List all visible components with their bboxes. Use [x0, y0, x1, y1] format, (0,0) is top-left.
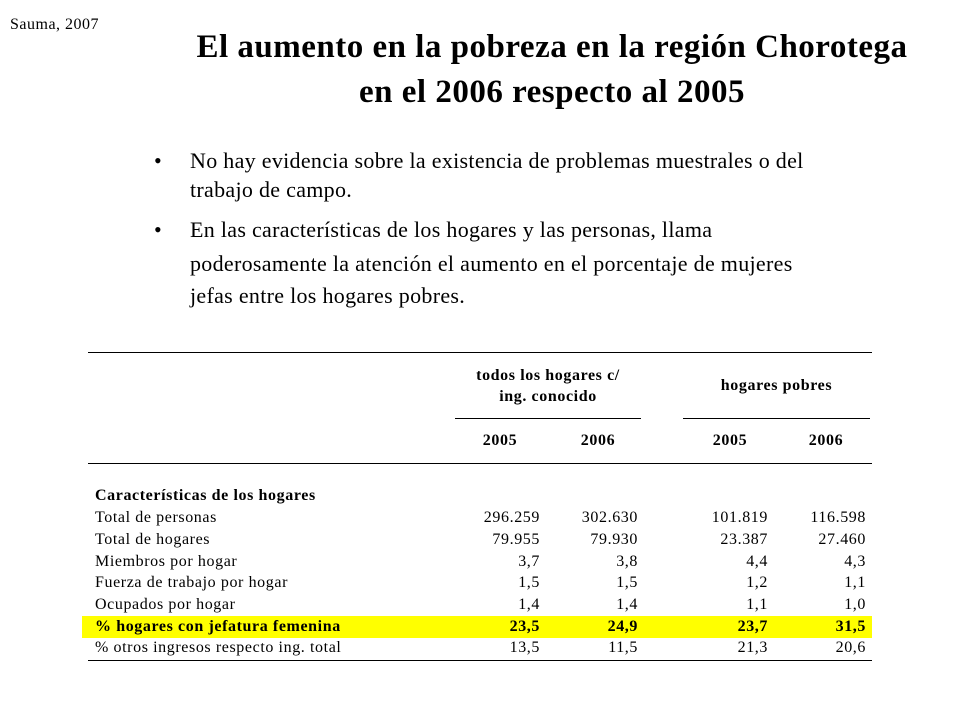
cell-value: 24,9 [607, 618, 638, 635]
row-label: Total de hogares [95, 531, 211, 548]
bullet-2-line-2: poderosamente la atención el aumento en el porcentaje de mujeres [190, 251, 793, 276]
bullet-marker: • [154, 217, 162, 242]
group-header-all-households-line-2: ing. conocido [499, 388, 597, 405]
bullet-marker: • [154, 148, 162, 173]
cell-value: 3,8 [616, 553, 638, 570]
cell-value: 4,4 [746, 553, 768, 570]
table-top-rule [88, 352, 872, 353]
cell-value: 21,3 [737, 639, 768, 656]
cell-value: 1,1 [844, 574, 866, 591]
cell-value: 101.819 [711, 509, 768, 526]
table-row [82, 594, 872, 616]
table-row [82, 572, 872, 594]
slide-title-line-2: en el 2006 respecto al 2005 [359, 74, 745, 110]
cell-value: 27.460 [818, 531, 866, 548]
citation: Sauma, 2007 [10, 16, 100, 33]
row-label: Ocupados por hogar [95, 596, 236, 613]
row-label: Total de personas [95, 509, 217, 526]
cell-value: 1,2 [746, 574, 768, 591]
table-row [82, 529, 872, 551]
bullet-1-line-1: No hay evidencia sobre la existencia de problemas muestrales o del [190, 148, 804, 173]
cell-value: 1,5 [518, 574, 540, 591]
cell-value: 116.598 [810, 509, 866, 526]
cell-value: 302.630 [581, 509, 638, 526]
section-title: Características de los hogares [95, 487, 316, 504]
cell-value: 31,5 [835, 618, 866, 635]
year-header: 2006 [580, 432, 616, 449]
table-row [82, 637, 872, 659]
cell-value: 23.387 [720, 531, 768, 548]
cell-value: 1,5 [616, 574, 638, 591]
year-header: 2006 [808, 432, 844, 449]
year-header: 2005 [712, 432, 748, 449]
row-label: % hogares con jefatura femenina [95, 618, 341, 635]
cell-value: 79.930 [590, 531, 638, 548]
table-row [82, 551, 872, 573]
table-bottom-rule [88, 660, 872, 661]
bullet-1-line-2: trabajo de campo. [190, 177, 353, 202]
cell-value: 13,5 [509, 639, 540, 656]
cell-value: 79.955 [492, 531, 540, 548]
table-row [82, 507, 872, 529]
header-bottom-rule [88, 463, 872, 464]
cell-value: 4,3 [844, 553, 866, 570]
bullet-2-line-1: En las características de los hogares y las personas, llama [190, 217, 713, 242]
cell-value: 11,5 [608, 639, 638, 656]
cell-value: 3,7 [518, 553, 540, 570]
cell-value: 1,4 [616, 596, 638, 613]
group-underline-poor-households [683, 418, 870, 419]
row-label: % otros ingresos respecto ing. total [95, 639, 342, 656]
group-underline-all-households [455, 418, 641, 419]
cell-value: 23,5 [509, 618, 540, 635]
bullet-2-line-3: jefas entre los hogares pobres. [190, 283, 466, 308]
cell-value: 1,4 [518, 596, 540, 613]
cell-value: 1,1 [746, 596, 768, 613]
cell-value: 23,7 [737, 618, 768, 635]
slide-title-line-1: El aumento en la pobreza en la región Chorotega [196, 29, 908, 65]
group-header-poor-households: hogares pobres [720, 377, 833, 394]
row-label: Miembros por hogar [95, 553, 238, 570]
cell-value: 20,6 [835, 639, 866, 656]
year-header: 2005 [482, 432, 518, 449]
cell-value: 296.259 [483, 509, 540, 526]
cell-value: 1,0 [844, 596, 866, 613]
row-label: Fuerza de trabajo por hogar [95, 574, 289, 591]
group-header-all-households-line-1: todos los hogares c/ [476, 367, 620, 384]
table-row-highlighted [82, 616, 872, 638]
